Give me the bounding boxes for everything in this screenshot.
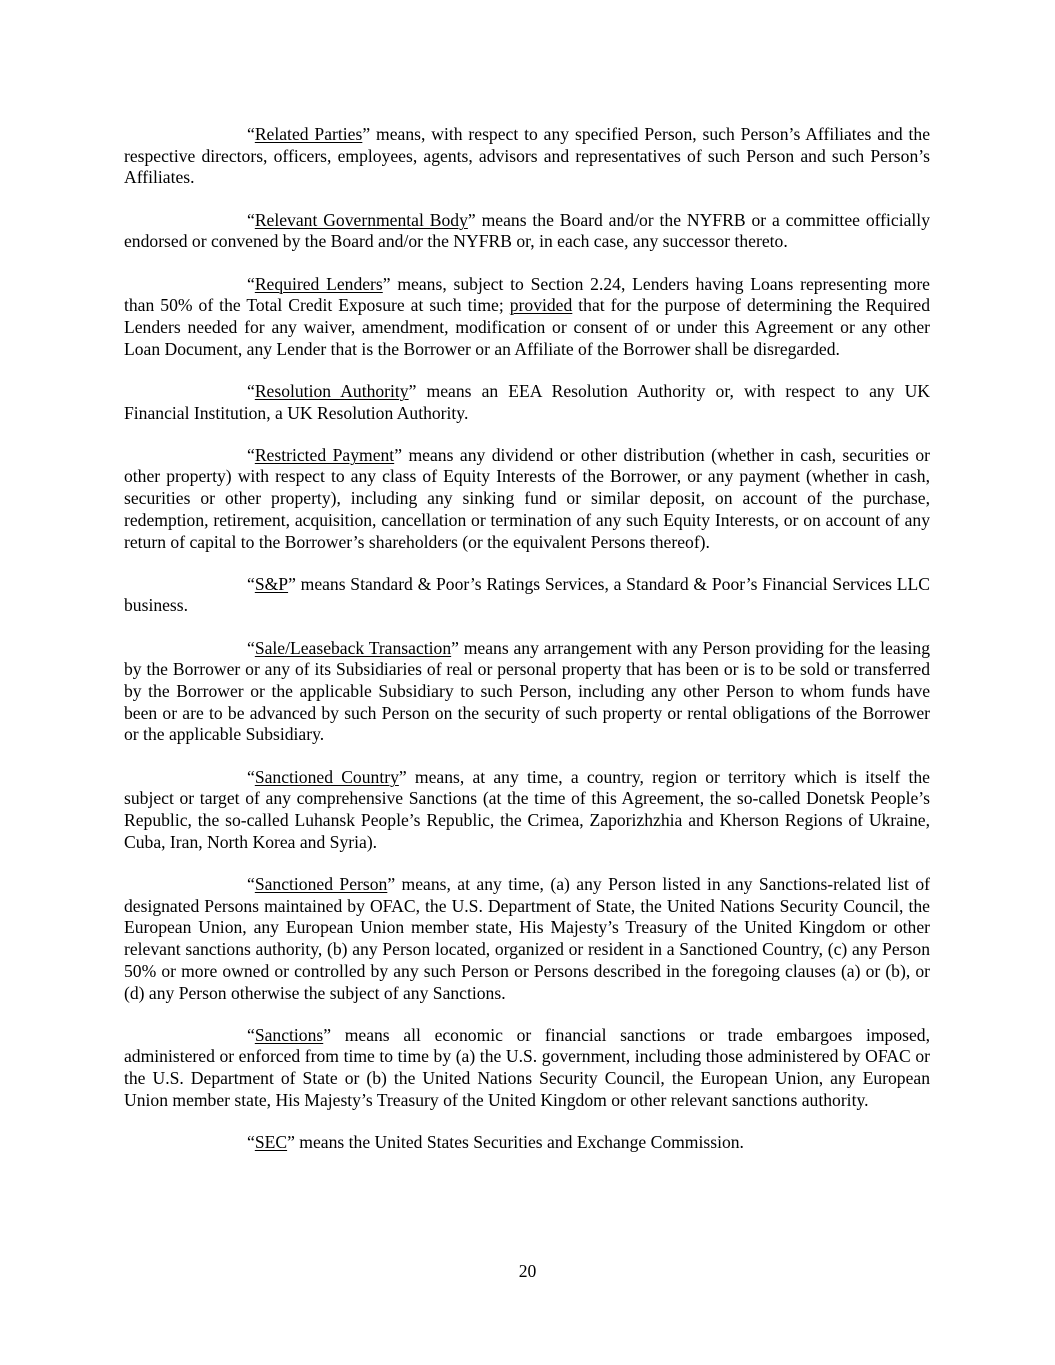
definition-resolution-authority: “Resolution Authority” means an EEA Resolution Authority or, with respect to any UK Financial Institution, a UK Resolution Authority. <box>124 380 930 423</box>
definition-sanctions: “Sanctions” means all economic or financial sanctions or trade embargoes imposed, administered or enforced from time to time by (a) the U.S. government, including those administered by OFAC or the U.S. Department of State or (b) the United Nations Security Council, the European Union, any European Union member state, His Majesty’s Treasury of the United Kingdom or other relevant sanctions authority. <box>124 1024 930 1110</box>
definition-sale-leaseback-transaction: “Sale/Leaseback Transaction” means any arrangement with any Person providing for the leasing by the Borrower or any of its Subsidiaries of real or personal property that has been or is to be sold or transferred by the Borrower or the applicable Subsidiary to such Person, including any other Person to whom funds have been or are to be advanced by such Person on the security of such property or rental obligations of the Borrower or the applicable Subsidiary. <box>124 637 931 745</box>
definition-text: means, at any time, a country, region or territory which is itself the subject or target of any comprehensive Sanctions (at the time of this Agreement, the so-called Donetsk People’s Republic, the so-called Luhansk People’s Republic, the Crimea, Zaporizhzhia and Kherson Regions of Ukraine, Cuba, Iran, North Korea and Syria). <box>124 766 930 852</box>
provided-keyword: provided <box>509 295 573 316</box>
definition-sec: “SEC” means the United States Securities and Exchange Commission. <box>247 1132 744 1153</box>
definition-text: means the United States Securities and Exchange Commission. <box>294 1132 744 1153</box>
definition-text: means, with respect to any specified Person, such Person’s Affiliates and the respective directors, officers, employees, agents, advisors and representatives of such Person and such Person’s Affiliates. <box>124 124 930 188</box>
definition-text: means Standard & Poor’s Ratings Services, a Standard & Poor’s Financial Services LLC business. <box>124 573 930 616</box>
definition-text: that for the purpose of determining the Required Lenders needed for any waiver, amendment, modification or consent of or under this Agreement or any other Loan Document, any Lender that is the Borrower or an Affiliate of the Borrower shall be disregarded. <box>124 295 930 359</box>
definition-text: means all economic or financial sanctions or trade embargoes imposed, administered or enforced from time to time by (a) the U.S. government, including those administered by OFAC or the U.S. Department of State or (b) the United Nations Security Council, the European Union, any European Union member state, His Majesty’s Treasury of the United Kingdom or other relevant sanctions authority. <box>124 1024 930 1110</box>
definition-sanctioned-person: “Sanctioned Person” means, at any time, (a) any Person listed in any Sanctions-related list of designated Persons maintained by OFAC, the U.S. Department of State, the United Nations Security Council, the European Union, any European Union member state, His Majesty’s Treasury of the United Kingdom or other relevant sanctions authority, (b) any Person located, organized or resident in a Sanctioned Country, (c) any Person 50% or more owned or controlled by any such Person or Persons described in the foregoing clauses (a) or (b), or (d) any Person otherwise the subject of any Sanctions. <box>124 873 931 1003</box>
definition-text: means, subject to Section 2.24, Lenders having Loans representing more than 50% of the Total Credit Exposure at such time; <box>124 273 930 316</box>
definition-required-lenders: “Required Lenders” means, subject to Section 2.24, Lenders having Loans representing more than 50% of the Total Credit Exposure at such time; provided that for the purpose of determining the Required Lenders needed for any waiver, amendment, modification or consent of or under this Agreement or any other Loan Document, any Lender that is the Borrower or an Affiliate of the Borrower shall be disregarded. <box>124 273 930 359</box>
page-number: 20 <box>518 1261 537 1281</box>
definition-restricted-payment: “Restricted Payment” means any dividend or other distribution (whether in cash, securities or other property) with respect to any class of Equity Interests of the Borrower, or any payment (whether in cash, securities or other property), including any sinking fund or similar deposit, on account of the purchase, redemption, retirement, acquisition, cancellation or termination of any such Equity Interests, or on account of any return of capital to the Borrower’s shareholders (or the equivalent Persons thereof). <box>124 444 931 552</box>
definition-sanctioned-country: “Sanctioned Country” means, at any time, a country, region or territory which is itself the subject or target of any comprehensive Sanctions (at the time of this Agreement, the so-called Donetsk People’s Republic, the so-called Luhansk People’s Republic, the Crimea, Zaporizhzhia and Kherson Regions of Ukraine, Cuba, Iran, North Korea and Syria). <box>124 766 930 852</box>
defined-term: Sanctioned Person <box>254 873 388 894</box>
definition-text: means any arrangement with any Person providing for the leasing by the Borrower or any of its Subsidiaries of real or personal property that has been or is to be sold or transferred by the Borrower or the applicable Subsidiary to such Person, including any other Person to whom funds have been or are to be advanced by such Person on the security of such property or rental obligations of the Borrower or the applicable Subsidiary. <box>124 637 931 745</box>
defined-term: Relevant Governmental Body <box>254 209 468 230</box>
defined-term: Required Lenders <box>254 273 383 294</box>
definition-related-parties: “Related Parties” means, with respect to any specified Person, such Person’s Affiliates and the respective directors, officers, employees, agents, advisors and representatives of such Person and such Person’s Affiliates. <box>124 124 930 188</box>
defined-term: Restricted Payment <box>254 444 395 465</box>
document-body <box>124 124 930 1174</box>
definition-text: means, at any time, (a) any Person listed in any Sanctions-related list of designated Persons maintained by OFAC, the U.S. Department of State, the United Nations Security Council, the European Union, any European Union member state, His Majesty’s Treasury of the United Kingdom or other relevant sanctions authority, (b) any Person located, organized or resident in a Sanctioned Country, (c) any Person 50% or more owned or controlled by any such Person or Persons described in the foregoing clauses (a) or (b), or (d) any Person otherwise the subject of any Sanctions. <box>124 873 931 1003</box>
definition-text: means the Board and/or the NYFRB or a committee officially endorsed or convened by the Board and/or the NYFRB or, in each case, any successor thereto. <box>124 209 930 252</box>
defined-term: SEC <box>254 1132 288 1153</box>
definition-text: means an EEA Resolution Authority or, with respect to any UK Financial Institution, a UK Resolution Authority. <box>124 380 930 423</box>
definition-text: means any dividend or other distribution (whether in cash, securities or other property) with respect to any class of Equity Interests of the Borrower, or any payment (whether in cash, securities or other property), including any sinking fund or similar deposit, on account of the purchase, redemption, retirement, acquisition, cancellation or termination of any such Equity Interests, or on account of any return of capital to the Borrower’s shareholders (or the equivalent Persons thereof). <box>124 444 931 552</box>
defined-term: Sale/Leaseback Transaction <box>254 637 452 658</box>
defined-term: Sanctions <box>254 1024 324 1045</box>
definition-s-and-p: “S&P” means Standard & Poor’s Ratings Services, a Standard & Poor’s Financial Services LLC business. <box>124 573 930 616</box>
defined-term: Resolution Authority <box>254 380 409 401</box>
defined-term: Related Parties <box>254 124 363 144</box>
defined-term: S&P <box>254 573 289 594</box>
defined-term: Sanctioned Country <box>254 766 399 787</box>
definition-relevant-governmental-body: “Relevant Governmental Body” means the Board and/or the NYFRB or a committee officially endorsed or convened by the Board and/or the NYFRB or, in each case, any successor thereto. <box>124 209 930 252</box>
